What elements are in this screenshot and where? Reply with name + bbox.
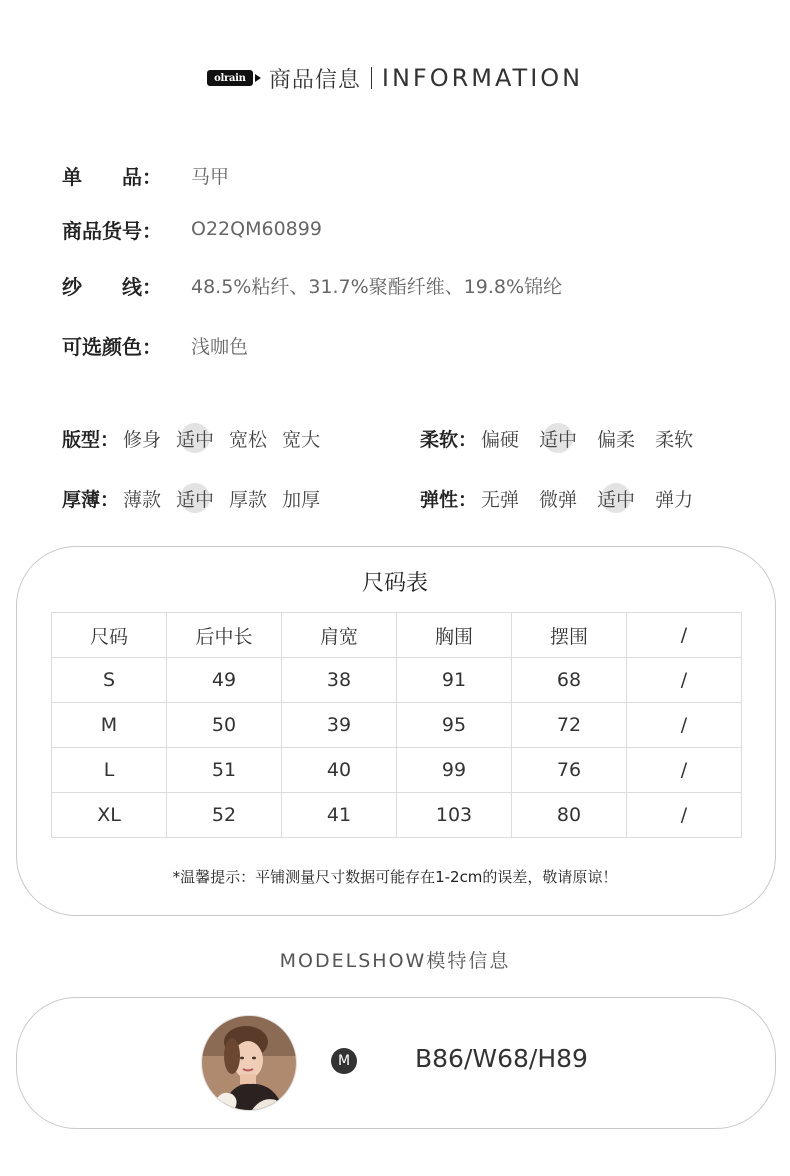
info-value: O22QM60899: [191, 218, 322, 240]
info-value: 马甲: [191, 165, 230, 188]
attr-option: 偏柔: [597, 428, 636, 451]
table-cell: L: [52, 748, 167, 793]
table-cell: 80: [512, 793, 627, 838]
table-header-row: [52, 613, 742, 658]
table-row: [52, 658, 742, 703]
attr-label: 厚薄：: [62, 488, 120, 511]
attr-fit: [62, 423, 320, 453]
table-cell: 51: [167, 748, 282, 793]
table-header-cell: /: [627, 613, 742, 658]
table-cell: M: [52, 703, 167, 748]
info-value: 浅咖色: [191, 335, 249, 358]
table-cell: 103: [397, 793, 512, 838]
attr-option: 柔软: [655, 428, 694, 451]
section-header: [0, 60, 790, 96]
attr-label: 弹性：: [420, 488, 478, 511]
model-photo: [202, 1016, 296, 1110]
info-row-color: [62, 330, 248, 360]
header-divider: [371, 67, 372, 89]
model-measurements: B86/W68/H89: [415, 1044, 588, 1073]
attr-option-selected: 适中: [539, 425, 577, 452]
attr-option: 厚款: [229, 488, 268, 511]
table-cell: 41: [282, 793, 397, 838]
model-panel: [16, 997, 776, 1129]
size-table-title: 尺码表: [361, 571, 428, 596]
table-cell: 99: [397, 748, 512, 793]
table-header-cell: 摆围: [512, 613, 627, 658]
attr-label: 版型：: [62, 428, 120, 451]
attr-softness: [420, 423, 693, 453]
info-label: 可选颜色：: [62, 334, 162, 359]
table-cell: 49: [167, 658, 282, 703]
attr-option: 宽松: [229, 428, 268, 451]
table-cell: /: [627, 658, 742, 703]
attr-option: 加厚: [282, 488, 321, 511]
measurement-note: *温馨提示：平铺测量尺寸数据可能存在1-2cm的误差，敬请原谅！: [172, 868, 618, 886]
attr-option-selected: 适中: [597, 485, 635, 512]
attr-option: 薄款: [123, 488, 162, 511]
table-cell: 52: [167, 793, 282, 838]
info-row-sku: [62, 214, 322, 244]
table-header-cell: 后中长: [167, 613, 282, 658]
attr-option-selected: 适中: [176, 425, 214, 452]
model-size-badge: M: [331, 1048, 357, 1074]
attr-elasticity: [420, 483, 693, 513]
table-cell: 72: [512, 703, 627, 748]
table-cell: 38: [282, 658, 397, 703]
table-header-cell: 胸围: [397, 613, 512, 658]
info-label: 单 品：: [62, 164, 162, 189]
info-label: 纱 线：: [62, 274, 162, 299]
table-header-cell: 尺码: [52, 613, 167, 658]
info-value: 48.5%粘纤、31.7%聚酯纤维、19.8%锦纶: [191, 275, 563, 298]
table-row: [52, 793, 742, 838]
header-title-cn: 商品信息: [268, 67, 361, 93]
table-row: [52, 703, 742, 748]
attr-option: 微弹: [539, 488, 578, 511]
table-cell: 40: [282, 748, 397, 793]
model-avatar: [201, 1015, 297, 1111]
table-cell: 76: [512, 748, 627, 793]
play-arrow-icon: [255, 74, 261, 82]
table-cell: 95: [397, 703, 512, 748]
model-section-title: MODELSHOW模特信息: [279, 950, 511, 972]
brand-logo: [207, 70, 253, 86]
attr-option: 无弹: [481, 488, 520, 511]
table-cell: 68: [512, 658, 627, 703]
attr-option: 修身: [123, 428, 162, 451]
info-row-yarn: [62, 270, 562, 300]
header-title-en: INFORMATION: [381, 64, 584, 92]
attr-option: 宽大: [282, 428, 321, 451]
brand-logo-text: olrain: [214, 72, 246, 84]
table-header-cell: 肩宽: [282, 613, 397, 658]
attr-label: 柔软：: [420, 428, 478, 451]
table-cell: /: [627, 748, 742, 793]
table-cell: /: [627, 793, 742, 838]
attr-thickness: [62, 483, 320, 513]
attr-option: 偏硬: [481, 428, 520, 451]
table-cell: /: [627, 703, 742, 748]
attr-option-selected: 适中: [176, 485, 214, 512]
table-cell: S: [52, 658, 167, 703]
table-cell: 91: [397, 658, 512, 703]
attr-option: 弹力: [655, 488, 694, 511]
size-table: [51, 612, 742, 838]
info-row-item: [62, 160, 229, 190]
table-cell: 39: [282, 703, 397, 748]
table-cell: 50: [167, 703, 282, 748]
info-label: 商品货号：: [62, 218, 162, 243]
table-cell: XL: [52, 793, 167, 838]
table-row: [52, 748, 742, 793]
